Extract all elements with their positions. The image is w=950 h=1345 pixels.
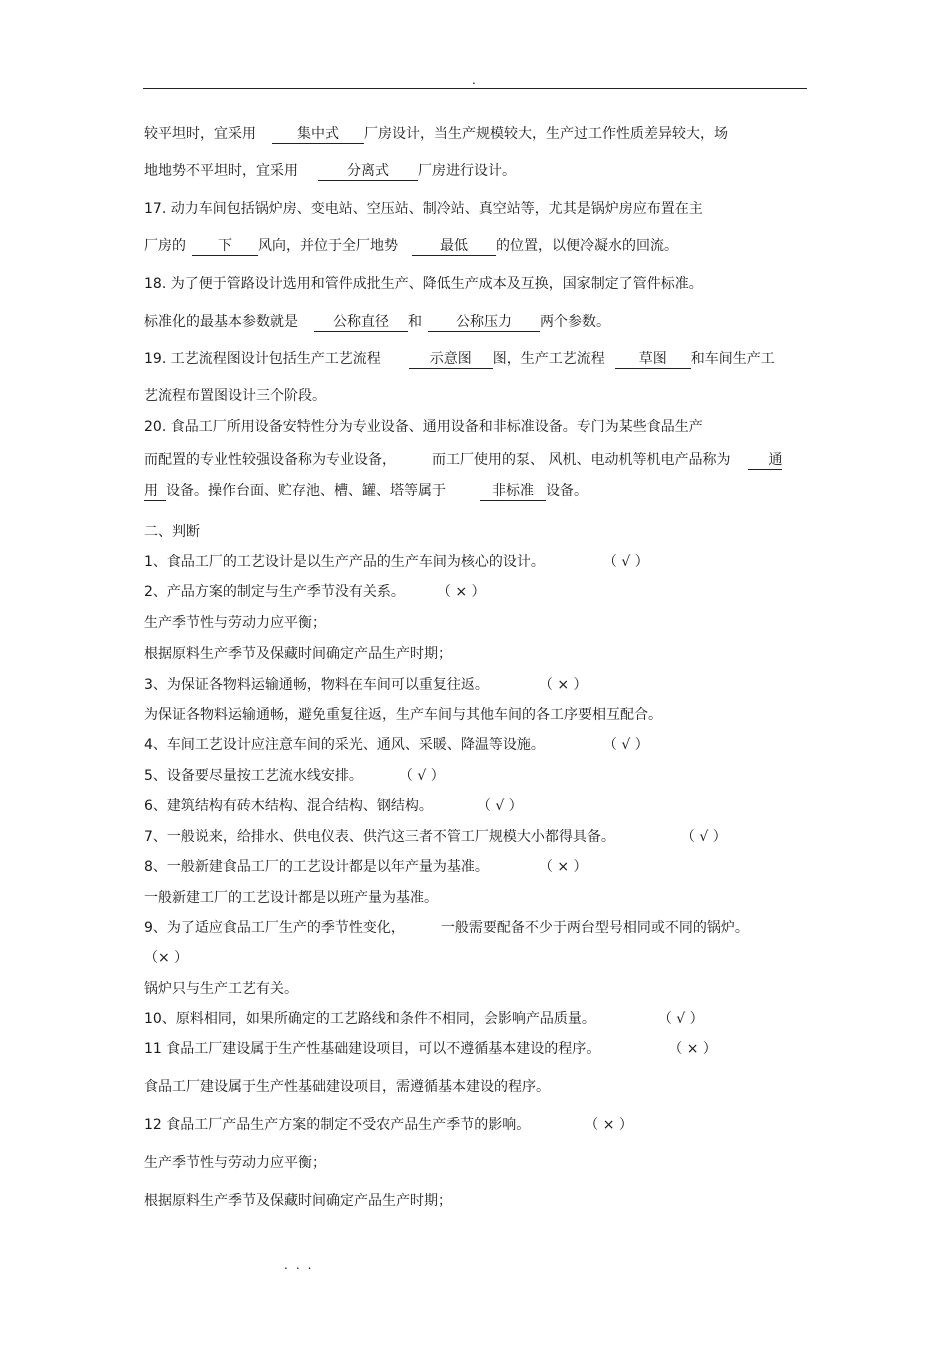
judgement-item: 6、建筑结构有砖木结构、混合结构、钢结构。 （ √ ） [144, 798, 523, 814]
footer-marks: ... [284, 1258, 320, 1272]
text-line: 根据原料生产季节及保藏时间确定产品生产时期； [144, 646, 452, 662]
fill-blank-answer: 下 [192, 238, 258, 256]
fill-blank-answer: 公称直径 [314, 314, 408, 332]
judgement-item: 10、原料相同，如果所确定的工艺路线和条件不相同，会影响产品质量。 （ √ ） [144, 1011, 704, 1027]
judgement-answer: （ × ） [584, 1117, 633, 1133]
judgement-answer: （ √ ） [680, 829, 727, 845]
judgement-answer: （ √ ） [398, 768, 445, 784]
text-line: 为保证各物料运输通畅，避免重复往返，生产车间与其他车间的各工序要相互配合。 [144, 707, 662, 723]
judgement-answer: （× ） [144, 950, 189, 966]
text-line: 一般新建工厂的工艺设计都是以班产量为基准。 [144, 890, 438, 906]
text-line: 生产季节性与劳动力应平衡； [144, 615, 326, 631]
judgement-answer: （ × ） [668, 1041, 717, 1057]
fill-blank-answer: 公称压力 [428, 314, 540, 332]
text-line: 根据原料生产季节及保藏时间确定产品生产时期； [144, 1193, 452, 1209]
judgement-item: 11 食品工厂建设属于生产性基础建设项目，可以不遵循基本建设的程序。 （ × ） [144, 1041, 717, 1057]
fill-blank-answer: 用 [144, 483, 166, 501]
judgement-item: 3、为保证各物料运输通畅，物料在车间可以重复往返。 （ × ） [144, 677, 588, 693]
judgement-item: 9、为了适应食品工厂生产的季节性变化， 一般需要配备不少于两台型号相同或不同的锅炉。 [144, 920, 749, 936]
text-line: 较平坦时，宜采用 集中式 厂房设计，当生产规模较大，生产过工作性质差异较大，场 [144, 126, 728, 142]
judgement-answer: （ × ） [538, 859, 588, 875]
text-line: 艺流程布置图设计三个阶段。 [144, 388, 326, 404]
judgement-answer: （ × ） [538, 677, 588, 693]
text-line: 用 设备。操作台面、贮存池、槽、罐、塔等属于 非标准 设备。 [144, 483, 588, 499]
section-heading: 二、判断 [144, 524, 200, 540]
judgement-answer: （ √ ） [602, 554, 649, 570]
question-20: 20. 食品工厂所用设备安特性分为专业设备、通用设备和非标准设备。专门为某些食品生产 [144, 419, 703, 435]
question-18: 18. 为了便于管路设计选用和管件成批生产、降低生产成本及互换，国家制定了管件标准。 [144, 276, 703, 292]
judgement-answer: （ × ） [436, 584, 486, 600]
text-line: 食品工厂建设属于生产性基础建设项目，需遵循基本建设的程序。 [144, 1079, 550, 1095]
judgement-item: 1、食品工厂的工艺设计是以生产产品的生产车间为核心的设计。 （ √ ） [144, 554, 649, 570]
text-line: 锅炉只与生产工艺有关。 [144, 981, 298, 997]
text-line: 厂房的 下 风向，并位于全厂地势 最低 的位置，以便冷凝水的回流。 [144, 238, 678, 254]
fill-blank-answer: 通 [748, 452, 782, 470]
judgement-item: 8、一般新建食品工厂的工艺设计都是以年产量为基准。 （ × ） [144, 859, 588, 875]
text-line: 标准化的最基本参数就是 公称直径 和 公称压力 两个参数。 [144, 314, 610, 330]
fill-blank-answer: 非标准 [480, 483, 546, 501]
text-line: 生产季节性与劳动力应平衡； [144, 1155, 326, 1171]
judgement-item: 2、产品方案的制定与生产季节没有关系。 （ × ） [144, 584, 486, 600]
text-line: 而配置的专业性较强设备称为专业设备， 而工厂使用的泵、 风机、电动机等机电产品称为 通 [144, 452, 783, 468]
header-rule [143, 88, 807, 89]
header-mark: . [472, 73, 476, 87]
judgement-answer: （ √ ） [602, 737, 649, 753]
judgement-item: 5、设备要尽量按工艺流水线安排。 （ √ ） [144, 768, 445, 784]
fill-blank-answer: 分离式 [318, 163, 418, 181]
judgement-item: 12 食品工厂产品生产方案的制定不受农产品生产季节的影响。 （ × ） [144, 1117, 633, 1133]
text-line: 地地势不平坦时，宜采用 分离式 厂房进行设计。 [144, 163, 516, 179]
question-19: 19. 工艺流程图设计包括生产工艺流程 示意图 图，生产工艺流程 草图 和车间生产工 [144, 351, 775, 367]
judgement-answer: （ √ ） [476, 798, 523, 814]
question-17: 17. 动力车间包括锅炉房、变电站、空压站、制冷站、真空站等，尤其是锅炉房应布置在主 [144, 201, 703, 217]
fill-blank-answer: 最低 [412, 238, 496, 256]
fill-blank-answer: 示意图 [409, 351, 493, 369]
judgement-item: 7、一般说来，给排水、供电仪表、供汽这三者不管工厂规模大小都得具备。 （ √ ） [144, 829, 727, 845]
fill-blank-answer: 草图 [615, 351, 691, 369]
judgement-answer: （ √ ） [657, 1011, 704, 1027]
judgement-item: 4、车间工艺设计应注意车间的采光、通风、采暖、降温等设施。 （ √ ） [144, 737, 649, 753]
fill-blank-answer: 集中式 [272, 126, 364, 144]
